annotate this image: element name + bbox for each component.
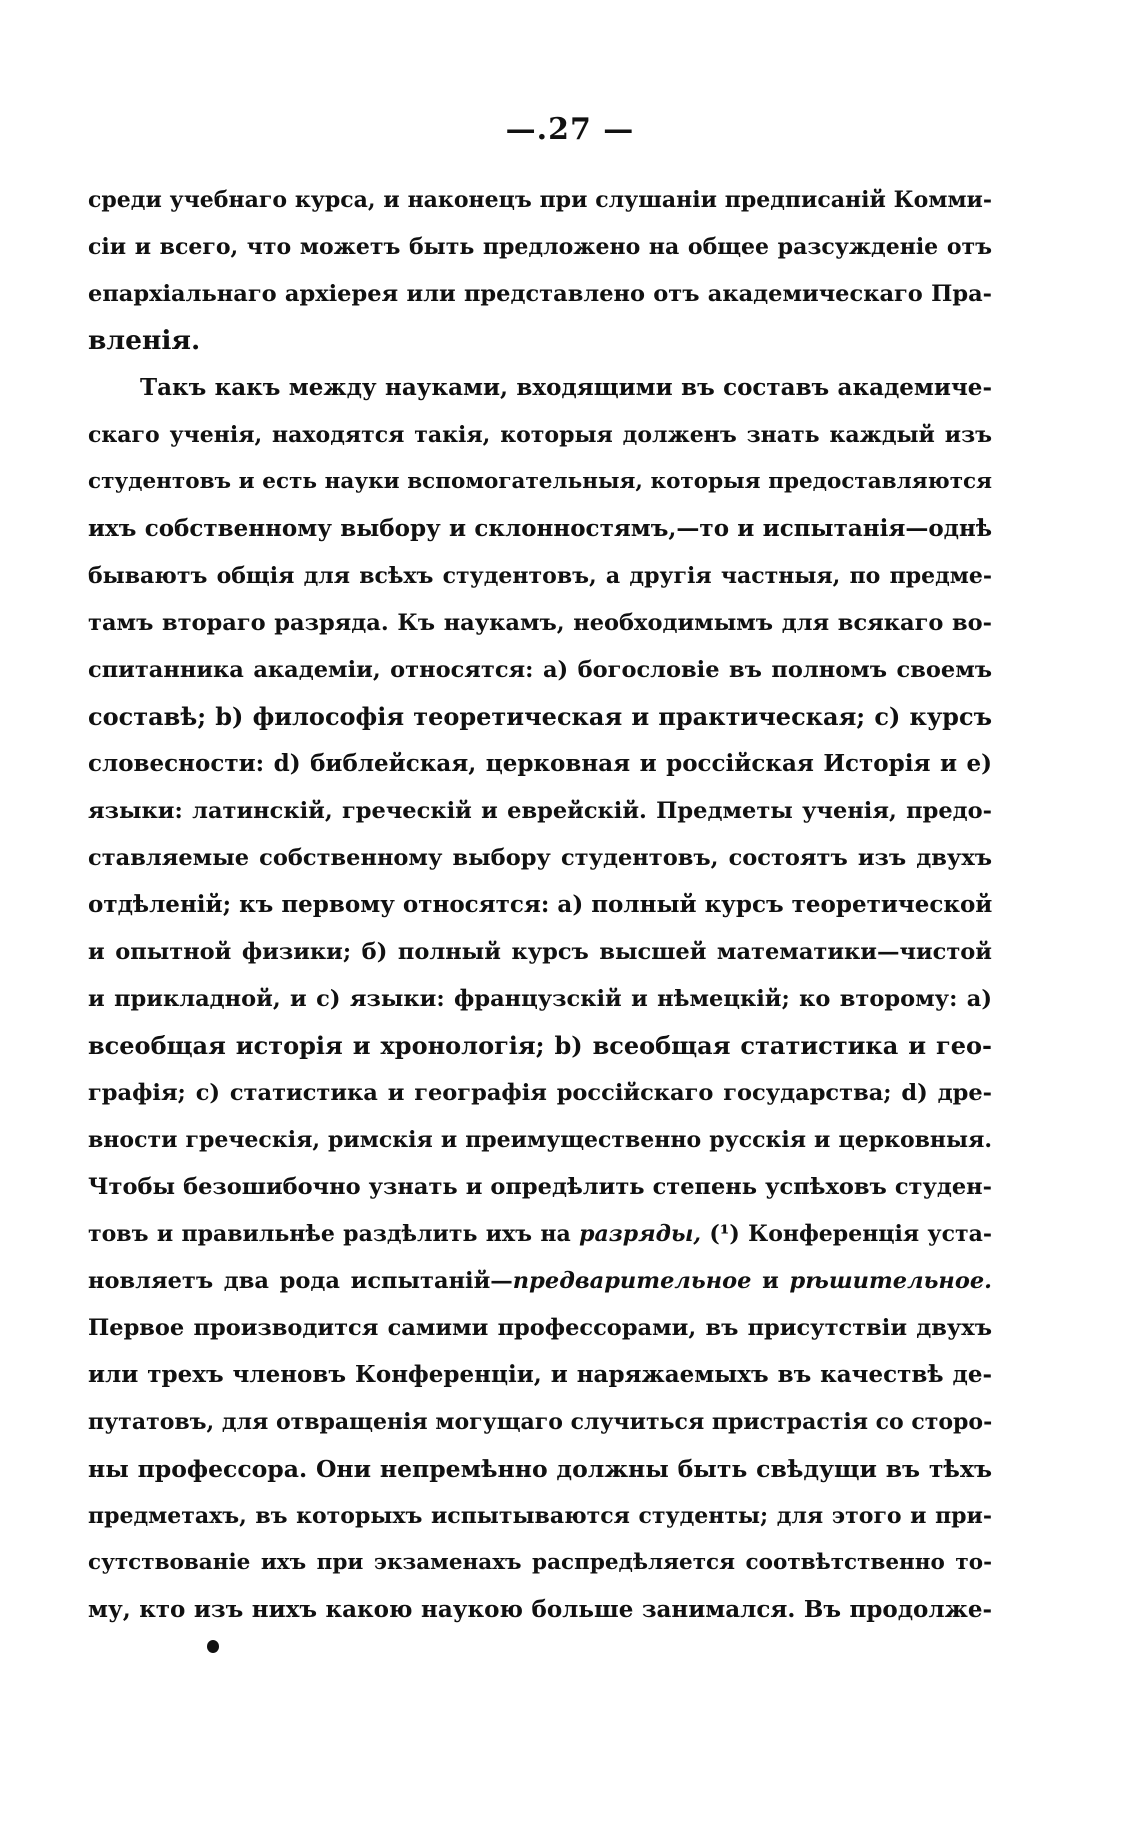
text-line: вленія. [88, 325, 201, 356]
text-line: ихъ собственному выбору и склонностямъ,—то и испытанія—однѣ [88, 515, 992, 542]
italic-term: рѣшительное. [789, 1268, 992, 1294]
page-number: —.27 — [505, 112, 635, 147]
text-line: Такъ какъ между науками, входящими въ составъ академиче- [140, 374, 992, 401]
text-line: Чтобы безошибочно узнать и опредѣлить степень успѣховъ студен- [88, 1174, 992, 1200]
text-line: графія; с) статистика и географія россійскаго государства; d) дре- [88, 1080, 992, 1106]
text-line: или трехъ членовъ Конференціи, и наряжаемыхъ въ качествѣ де- [88, 1361, 992, 1388]
ink-dot-mark [207, 1640, 219, 1653]
italic-term: разряды, [579, 1221, 702, 1247]
text-line: спитанника академіи, относятся: а) богословіе въ полномъ своемъ [88, 657, 992, 683]
text-line: студентовъ и есть науки вспомогательныя, которыя предоставляются [88, 469, 992, 494]
text-line: и прикладной, и с) языки: французскій и нѣмецкій; ко второму: а) [88, 986, 992, 1012]
text-line: среди учебнаго курса, и наконецъ при слушаніи предписаній Комми- [88, 187, 992, 213]
text-line: составѣ; b) философія теоретическая и практическая; с) курсъ [88, 702, 992, 731]
text-line [88, 1261, 992, 1301]
text-line: му, кто изъ нихъ какою наукою больше занимался. Въ продолже- [88, 1596, 992, 1623]
text-run: товъ и правильнѣе раздѣлить ихъ на [88, 1221, 580, 1247]
text-line: тамъ втораго разряда. Къ наукамъ, необходимымъ для всякаго во- [88, 610, 992, 636]
text-line: скаго ученія, находятся такія, которыя долженъ знать каждый изъ [88, 422, 992, 448]
text-line: ставляемые собственному выбору студентовъ, состоятъ изъ двухъ [88, 845, 992, 871]
text-line: епархіальнаго архіерея или представлено отъ академическаго Пра- [88, 281, 992, 307]
italic-term: предварительное [512, 1268, 752, 1294]
text-line: предметахъ, въ которыхъ испытываются студенты; для этого и при- [88, 1503, 992, 1529]
text-line: вности греческія, римскія и преимущественно русскія и церковныя. [88, 1127, 992, 1153]
text-line: всеобщая исторія и хронологія; b) всеобщая статистика и гео- [88, 1031, 992, 1060]
text-run: и [751, 1268, 790, 1294]
text-line: и опытной физики; б) полный курсъ высшей математики—чистой [88, 939, 992, 965]
text-line: сутствованіе ихъ при экзаменахъ распредѣляется соотвѣтственно то- [88, 1550, 992, 1575]
text-line: сіи и всего, что можетъ быть предложено на общее разсужденіе отъ [88, 234, 992, 260]
text-line: ны профессора. Они непремѣнно должны быть свѣдущи въ тѣхъ [88, 1455, 992, 1483]
text-line: словесности: d) библейская, церковная и россійская Исторія и е) [88, 750, 992, 777]
text-line [88, 1214, 992, 1254]
text-line: Первое производится самими профессорами, въ присутствіи двухъ [88, 1315, 992, 1341]
text-line: отдѣленій; къ первому относятся: а) полный курсъ теоретической [88, 891, 992, 918]
text-line: языки: латинскій, греческій и еврейскій. Предметы ученія, предо- [88, 798, 992, 824]
text-run: (¹) Конференція уста- [701, 1221, 992, 1247]
text-run: новляетъ два рода испытаній— [88, 1268, 513, 1294]
text-line: бываютъ общія для всѣхъ студентовъ, а другія частныя, по предме- [88, 563, 992, 589]
text-line: путатовъ, для отвращенія могущаго случиться пристрастія со сторо- [88, 1409, 992, 1435]
